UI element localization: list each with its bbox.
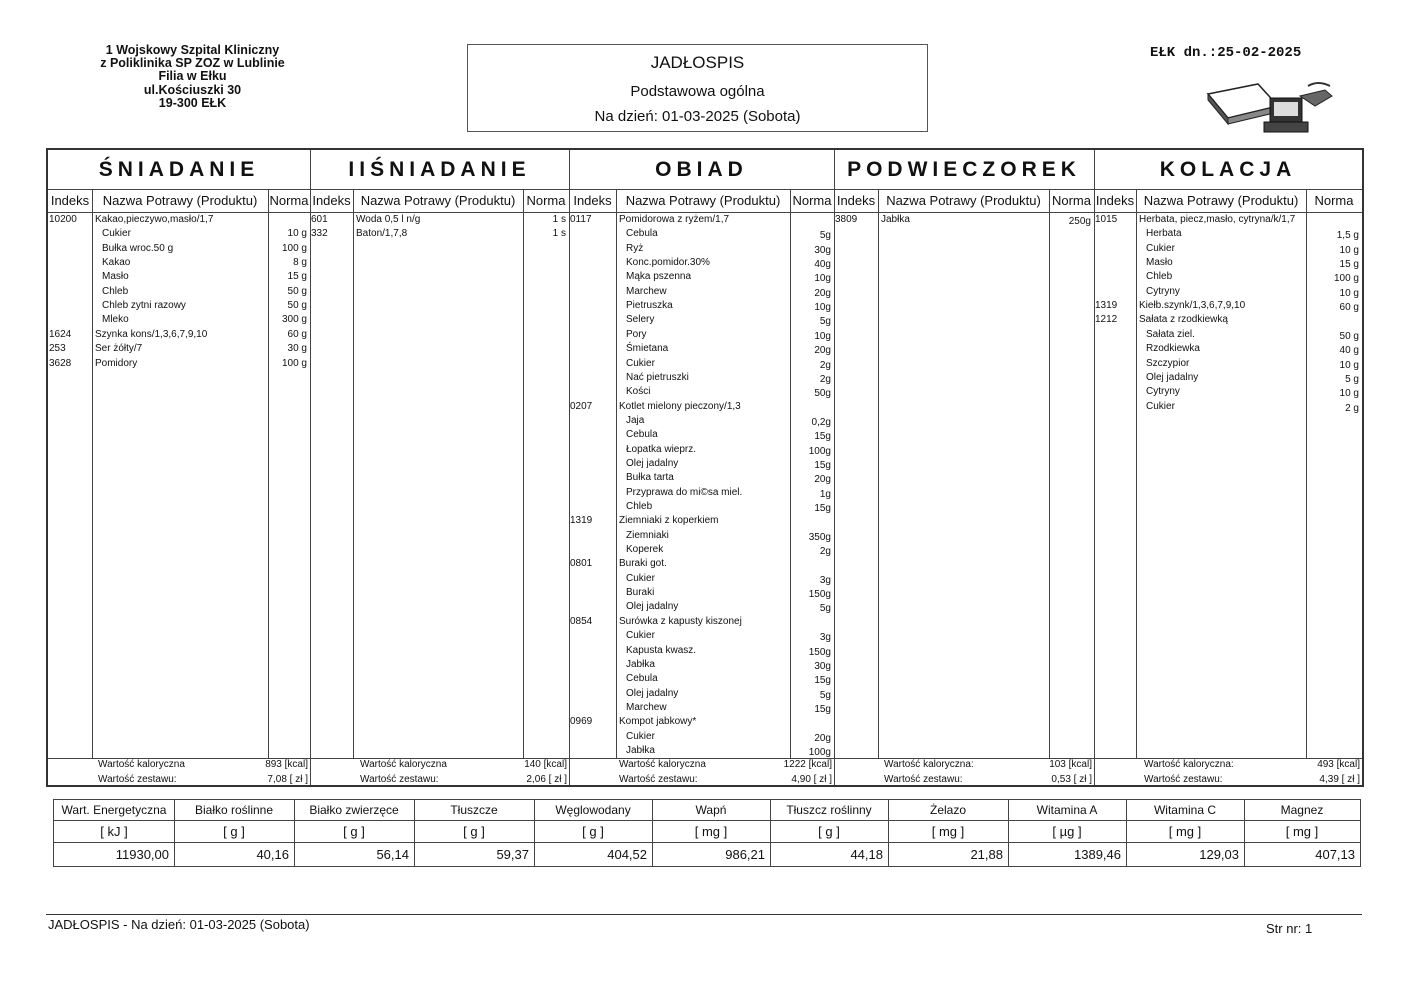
nutrient-name: Tłuszcz roślinny <box>786 803 872 817</box>
table-row-norm: 50g <box>814 388 831 400</box>
nutrient-name: Witamina A <box>1036 803 1098 817</box>
table-row-name: Cukier <box>626 357 655 369</box>
table-row-norm: 10 g <box>1339 287 1359 299</box>
column-header-norm: Norma <box>792 193 832 208</box>
table-row-name: Herbata, piecz,masło, cytryna/k/1,7 <box>1139 214 1296 225</box>
column-header-index: Indeks <box>312 193 351 208</box>
cost-label: Wartość zestawu: <box>619 774 698 785</box>
nutrient-name: Witamina C <box>1153 803 1216 817</box>
table-row-norm: 10 g <box>1339 244 1359 256</box>
column-header-norm: Norma <box>526 193 566 208</box>
footer-divider <box>46 914 1362 915</box>
table-row-name: Nać pietruszki <box>626 371 689 383</box>
table-row-name: Masło <box>1146 257 1173 269</box>
calorie-value: 103 [kcal] <box>1049 759 1092 770</box>
table-row-norm: 1g <box>819 488 831 500</box>
table-row-name: Cukier <box>102 228 131 240</box>
column-header-name: Nazwa Potrawy (Produktu) <box>360 193 516 208</box>
meal-title: PODWIECZOREK <box>847 158 1081 181</box>
meal-title: ŚNIADANIE <box>98 158 260 181</box>
table-row-name: Jabłka <box>881 214 910 225</box>
table-row-name: Woda 0,5 l n/g <box>356 214 421 225</box>
table-row-index: 0117 <box>570 214 592 225</box>
nutrient-value: 407,13 <box>1315 847 1355 862</box>
table-row-name: Pory <box>626 328 647 340</box>
table-row-norm: 20g <box>814 287 831 299</box>
table-row-norm: 100 g <box>281 242 307 254</box>
meal-section-border <box>1094 150 1095 785</box>
table-row-norm: 5g <box>819 316 831 328</box>
table-row-index: 0854 <box>570 615 593 627</box>
table-row-norm: 10 g <box>1339 359 1359 371</box>
cost-value: 2,06 [ zł ] <box>526 774 567 785</box>
table-row-index: 0801 <box>570 558 593 570</box>
table-row-name: Buraki <box>626 587 655 599</box>
table-row-name: Sałata z rzodkiewką <box>1139 314 1228 326</box>
table-row-name: Koperek <box>626 544 664 556</box>
meal-table <box>46 148 1364 787</box>
table-row-norm: 10 g <box>287 228 307 240</box>
meal-title: KOLACJA <box>1159 158 1297 181</box>
table-row-name: Kiełb.szynk/1,3,6,7,9,10 <box>1139 300 1246 312</box>
table-row-name: Chleb <box>1146 271 1173 283</box>
table-row-norm: 15g <box>814 459 831 471</box>
table-row-name: Chleb zytni razowy <box>102 300 186 312</box>
page-title: JADŁOSPIS <box>650 53 745 72</box>
meal-title: IIŚNIADANIE <box>348 158 531 181</box>
table-row-name: Kości <box>626 386 651 398</box>
hospital-line: ul.Kościuszki 30 <box>143 82 242 97</box>
column-divider <box>353 190 354 758</box>
calorie-label: Wartość kaloryczna <box>619 759 706 770</box>
nutrient-unit: [ mg ] <box>694 824 728 839</box>
table-row-name: Ryż <box>626 242 644 254</box>
cost-value: 4,90 [ zł ] <box>791 774 832 785</box>
table-row-name: Ziemniaki z koperkiem <box>619 515 719 527</box>
nutrient-value: 21,88 <box>970 847 1003 862</box>
hospital-line: z Poliklinika SP ZOZ w Lublinie <box>100 56 285 71</box>
table-row-index: 3809 <box>835 214 858 225</box>
calorie-value: 1222 [kcal] <box>783 759 832 770</box>
table-row-name: Szynka kons/1,3,6,7,9,10 <box>95 328 208 340</box>
cost-value: 4,39 [ zł ] <box>1319 774 1360 785</box>
table-row-norm: 8 g <box>293 257 307 269</box>
table-row-norm: 5 g <box>1345 373 1359 385</box>
calorie-label: Wartość kaloryczna: <box>1144 759 1234 770</box>
table-row-name: Olej jadalny <box>1146 371 1199 383</box>
table-row-index: 1319 <box>1095 300 1118 312</box>
nutrient-name: Żelazo <box>929 803 967 817</box>
column-header-index: Indeks <box>1095 193 1135 208</box>
column-divider <box>523 190 524 758</box>
table-row-norm: 15 g <box>1339 259 1359 271</box>
nutrient-name: Węglowodany <box>555 803 631 817</box>
nutrient-unit: [ g ] <box>463 824 485 839</box>
nutrient-name: Białko zwierzęce <box>309 803 399 817</box>
table-row-norm: 5g <box>819 603 831 615</box>
table-row-norm: 1 s <box>552 228 566 240</box>
table-row-name: Kotlet mielony pieczony/1,3 <box>619 400 741 412</box>
table-row-norm: 50 g <box>287 300 307 312</box>
nutrient-value: 404,52 <box>607 847 647 862</box>
print-date: EŁK dn.:25-02-2025 <box>1150 45 1302 61</box>
nutrient-unit: [ µg ] <box>1052 824 1082 839</box>
cost-label: Wartość zestawu: <box>98 774 177 785</box>
table-row-name: Marchew <box>626 285 667 297</box>
column-divider <box>1049 190 1050 758</box>
table-row-norm: 50 g <box>287 285 307 297</box>
column-header-name: Nazwa Potrawy (Produktu) <box>886 193 1041 208</box>
nutrient-unit: [ mg ] <box>931 824 965 839</box>
table-row-name: Baton/1,7,8 <box>356 228 408 240</box>
table-row-name: Ziemniaki <box>626 529 669 541</box>
cost-label: Wartość zestawu: <box>884 774 963 785</box>
column-header-name: Nazwa Potrawy (Produktu) <box>1143 193 1299 208</box>
table-row-norm: 2g <box>819 546 831 558</box>
table-row-norm: 100 g <box>1333 273 1359 285</box>
table-row-norm: 30g <box>814 244 831 256</box>
table-row-norm: 40g <box>814 259 831 271</box>
nutrient-name: Wart. Energetyczna <box>61 803 167 817</box>
table-row-norm: 3g <box>819 574 831 586</box>
table-row-name: Sałata ziel. <box>1146 328 1195 340</box>
nutrient-value: 59,37 <box>496 847 529 862</box>
calorie-label: Wartość kaloryczna <box>360 759 447 770</box>
nutrient-unit: [ mg ] <box>1285 824 1319 839</box>
table-row-index: 253 <box>49 343 66 355</box>
table-row-name: Śmietana <box>626 343 669 355</box>
column-header-name: Nazwa Potrawy (Produktu) <box>102 193 258 208</box>
table-row-norm: 5g <box>819 689 831 701</box>
nutrient-unit: [ g ] <box>223 824 245 839</box>
table-row-norm: 15g <box>814 675 831 687</box>
table-row-name: Bułka tarta <box>626 472 674 484</box>
hospital-line: 19-300 EŁK <box>158 95 227 110</box>
column-header-norm: Norma <box>1314 193 1354 208</box>
nutrient-name: Magnez <box>1280 803 1324 817</box>
table-row-name: Bułka wroc.50 g <box>102 242 174 254</box>
table-row-norm: 1,5 g <box>1336 230 1359 242</box>
table-row-norm: 30 g <box>287 343 307 355</box>
table-row-name: Cebula <box>626 228 658 240</box>
table-row-name: Jabłka <box>626 658 655 670</box>
table-row-norm: 15 g <box>287 271 307 283</box>
table-row-index: 1319 <box>570 515 593 527</box>
table-row-norm: 5g <box>819 230 831 242</box>
cost-label: Wartość zestawu: <box>360 774 439 785</box>
table-row-name: Pomidorowa z ryżem/1,7 <box>619 214 730 225</box>
calorie-label: Wartość kaloryczna: <box>884 759 974 770</box>
nutrient-name: Tłuszcze <box>450 803 498 817</box>
table-row-norm: 60 g <box>1339 302 1359 314</box>
hospital-line: Filia w Ełku <box>158 69 227 84</box>
table-row-name: Przyprawa do mi©sa miel. <box>626 486 743 498</box>
hospital-address <box>60 44 325 110</box>
table-row-index: 0969 <box>570 716 593 728</box>
nutrient-name: Białko roślinne <box>194 803 274 817</box>
table-row-norm: 2 g <box>1345 402 1359 414</box>
table-row-index: 10200 <box>49 214 77 225</box>
cost-value: 0,53 [ zł ] <box>1051 774 1092 785</box>
table-row-norm: 10g <box>814 302 831 314</box>
table-row-name: Surówka z kapusty kiszonej <box>619 615 742 627</box>
table-row-name: Łopatka wieprz. <box>626 443 697 455</box>
table-row-norm: 300 g <box>281 314 307 326</box>
table-row-name: Ser żółty/7 <box>95 343 143 355</box>
table-row-name: Szczypior <box>1146 357 1190 369</box>
table-row-name: Cukier <box>1146 242 1175 254</box>
column-divider <box>878 190 879 758</box>
table-row-name: Kompot jabkowy* <box>619 716 697 728</box>
table-row-norm: 10 g <box>1339 388 1359 400</box>
table-row-norm: 100g <box>808 746 831 758</box>
table-row-name: Buraki got. <box>619 558 667 570</box>
column-header-index: Indeks <box>836 193 876 208</box>
nutrient-value: 1389,46 <box>1074 847 1121 862</box>
nutrient-unit: [ kJ ] <box>100 824 128 839</box>
meal-title: OBIAD <box>655 158 748 181</box>
meal-section-border <box>834 150 835 785</box>
column-header-divider <box>48 212 1362 213</box>
nutrient-value: 129,03 <box>1199 847 1239 862</box>
table-row-name: Cukier <box>626 730 655 742</box>
table-row-norm: 150g <box>808 589 831 601</box>
table-row-index: 1212 <box>1095 314 1118 326</box>
table-row-index: 3628 <box>49 357 72 369</box>
table-row-name: Cebula <box>626 429 658 441</box>
table-row-name: Mleko <box>102 314 129 326</box>
table-row-norm: 20g <box>814 474 831 486</box>
table-row-name: Cukier <box>626 630 655 642</box>
column-header-index: Indeks <box>50 193 90 208</box>
title-box <box>467 44 928 132</box>
nutrient-value: 986,21 <box>725 847 765 862</box>
page-number: Str nr: 1 <box>1266 921 1313 936</box>
table-row-name: Masło <box>102 271 129 283</box>
nutrient-name: Wapń <box>695 803 727 817</box>
table-row-norm: 350g <box>808 531 831 543</box>
table-row-name: Jaja <box>626 414 645 426</box>
hospital-line: 1 Wojskowy Szpital Kliniczny <box>105 43 280 57</box>
column-header-index: Indeks <box>573 193 612 208</box>
table-row-norm: 30g <box>814 660 831 672</box>
table-row-norm: 10g <box>814 273 831 285</box>
table-row-norm: 100g <box>808 445 831 457</box>
meal-section-border <box>569 150 570 785</box>
table-row-norm: 150g <box>808 646 831 658</box>
table-row-index: 1624 <box>49 328 72 340</box>
table-row-norm: 100 g <box>281 357 307 369</box>
table-row-index: 0207 <box>570 400 593 412</box>
table-row-norm: 2g <box>819 373 831 385</box>
nutrient-value: 56,14 <box>376 847 409 862</box>
table-row-name: Cukier <box>626 572 655 584</box>
table-row-name: Herbata <box>1146 228 1182 240</box>
table-row-name: Konc.pomidor.30% <box>626 257 710 269</box>
nutrient-unit: [ g ] <box>818 824 840 839</box>
table-row-name: Jabłka <box>626 744 655 756</box>
table-row-norm: 250g <box>1068 216 1091 227</box>
table-row-norm: 40 g <box>1339 345 1359 357</box>
table-row-norm: 3g <box>819 632 831 644</box>
table-row-name: Marchew <box>626 701 667 713</box>
nutrient-unit: [ g ] <box>343 824 365 839</box>
table-row-index: 332 <box>311 228 328 240</box>
column-header-norm: Norma <box>269 193 309 208</box>
nutrient-value: 40,16 <box>256 847 289 862</box>
table-row-norm: 0,2g <box>811 416 831 428</box>
calorie-value: 893 [kcal] <box>265 759 308 770</box>
table-row-name: Selery <box>626 314 655 326</box>
table-row-norm: 15g <box>814 703 831 715</box>
menu-date: Na dzień: 01-03-2025 (Sobota) <box>594 108 801 125</box>
table-row-name: Rzodkiewka <box>1146 343 1200 355</box>
table-row-norm: 2g <box>819 359 831 371</box>
column-divider <box>616 190 617 758</box>
table-row-norm: 50 g <box>1339 330 1359 342</box>
table-row-name: Chleb <box>626 501 653 512</box>
table-row-name: Cebula <box>626 673 658 685</box>
book-computer-clipart <box>1200 76 1340 136</box>
menu-type: Podstawowa ogólna <box>630 83 765 100</box>
nutrient-value: 11930,00 <box>115 847 169 862</box>
nutrient-unit: [ g ] <box>582 824 604 839</box>
table-row-norm: 15g <box>814 503 831 514</box>
table-row-name: Kakao <box>102 257 131 269</box>
table-row-name: Olej jadalny <box>626 687 679 699</box>
table-row-name: Pomidory <box>95 357 138 369</box>
calorie-value: 140 [kcal] <box>524 759 567 770</box>
table-row-norm: 15g <box>814 431 831 443</box>
table-row-name: Cytryny <box>1146 386 1180 398</box>
footer-text: JADŁOSPIS - Na dzień: 01-03-2025 (Sobota) <box>48 917 310 932</box>
table-row-norm: 60 g <box>287 328 307 340</box>
cost-value: 7,08 [ zł ] <box>267 774 308 785</box>
table-row-name: Kakao,pieczywo,masło/1,7 <box>95 214 214 225</box>
table-row-index: 601 <box>311 214 328 225</box>
table-row-name: Chleb <box>102 285 129 297</box>
table-row-name: Olej jadalny <box>626 601 679 613</box>
table-row-name: Kapusta kwasz. <box>626 644 697 656</box>
table-row-norm: 10g <box>814 330 831 342</box>
table-row-norm: 20g <box>814 732 831 744</box>
column-header-norm: Norma <box>1051 193 1091 208</box>
nutrition-table <box>53 799 1361 867</box>
table-row-norm: 1 s <box>552 214 566 225</box>
cost-label: Wartość zestawu: <box>1144 774 1223 785</box>
table-row-name: Cukier <box>1146 400 1175 412</box>
column-header-name: Nazwa Potrawy (Produktu) <box>625 193 781 208</box>
calorie-value: 493 [kcal] <box>1317 759 1360 770</box>
nutrient-unit: [ mg ] <box>1168 824 1202 839</box>
table-row-name: Cytryny <box>1146 285 1180 297</box>
nutrient-value: 44,18 <box>850 847 883 862</box>
table-row-name: Pietruszka <box>626 300 673 312</box>
table-row-name: Olej jadalny <box>626 457 679 469</box>
table-row-index: 1015 <box>1095 214 1118 225</box>
table-row-name: Mąka pszenna <box>626 271 692 283</box>
column-divider <box>1136 190 1137 758</box>
calorie-label: Wartość kaloryczna <box>98 759 185 770</box>
meal-section-border <box>310 150 311 785</box>
table-row-norm: 20g <box>814 345 831 357</box>
column-divider <box>92 190 93 758</box>
